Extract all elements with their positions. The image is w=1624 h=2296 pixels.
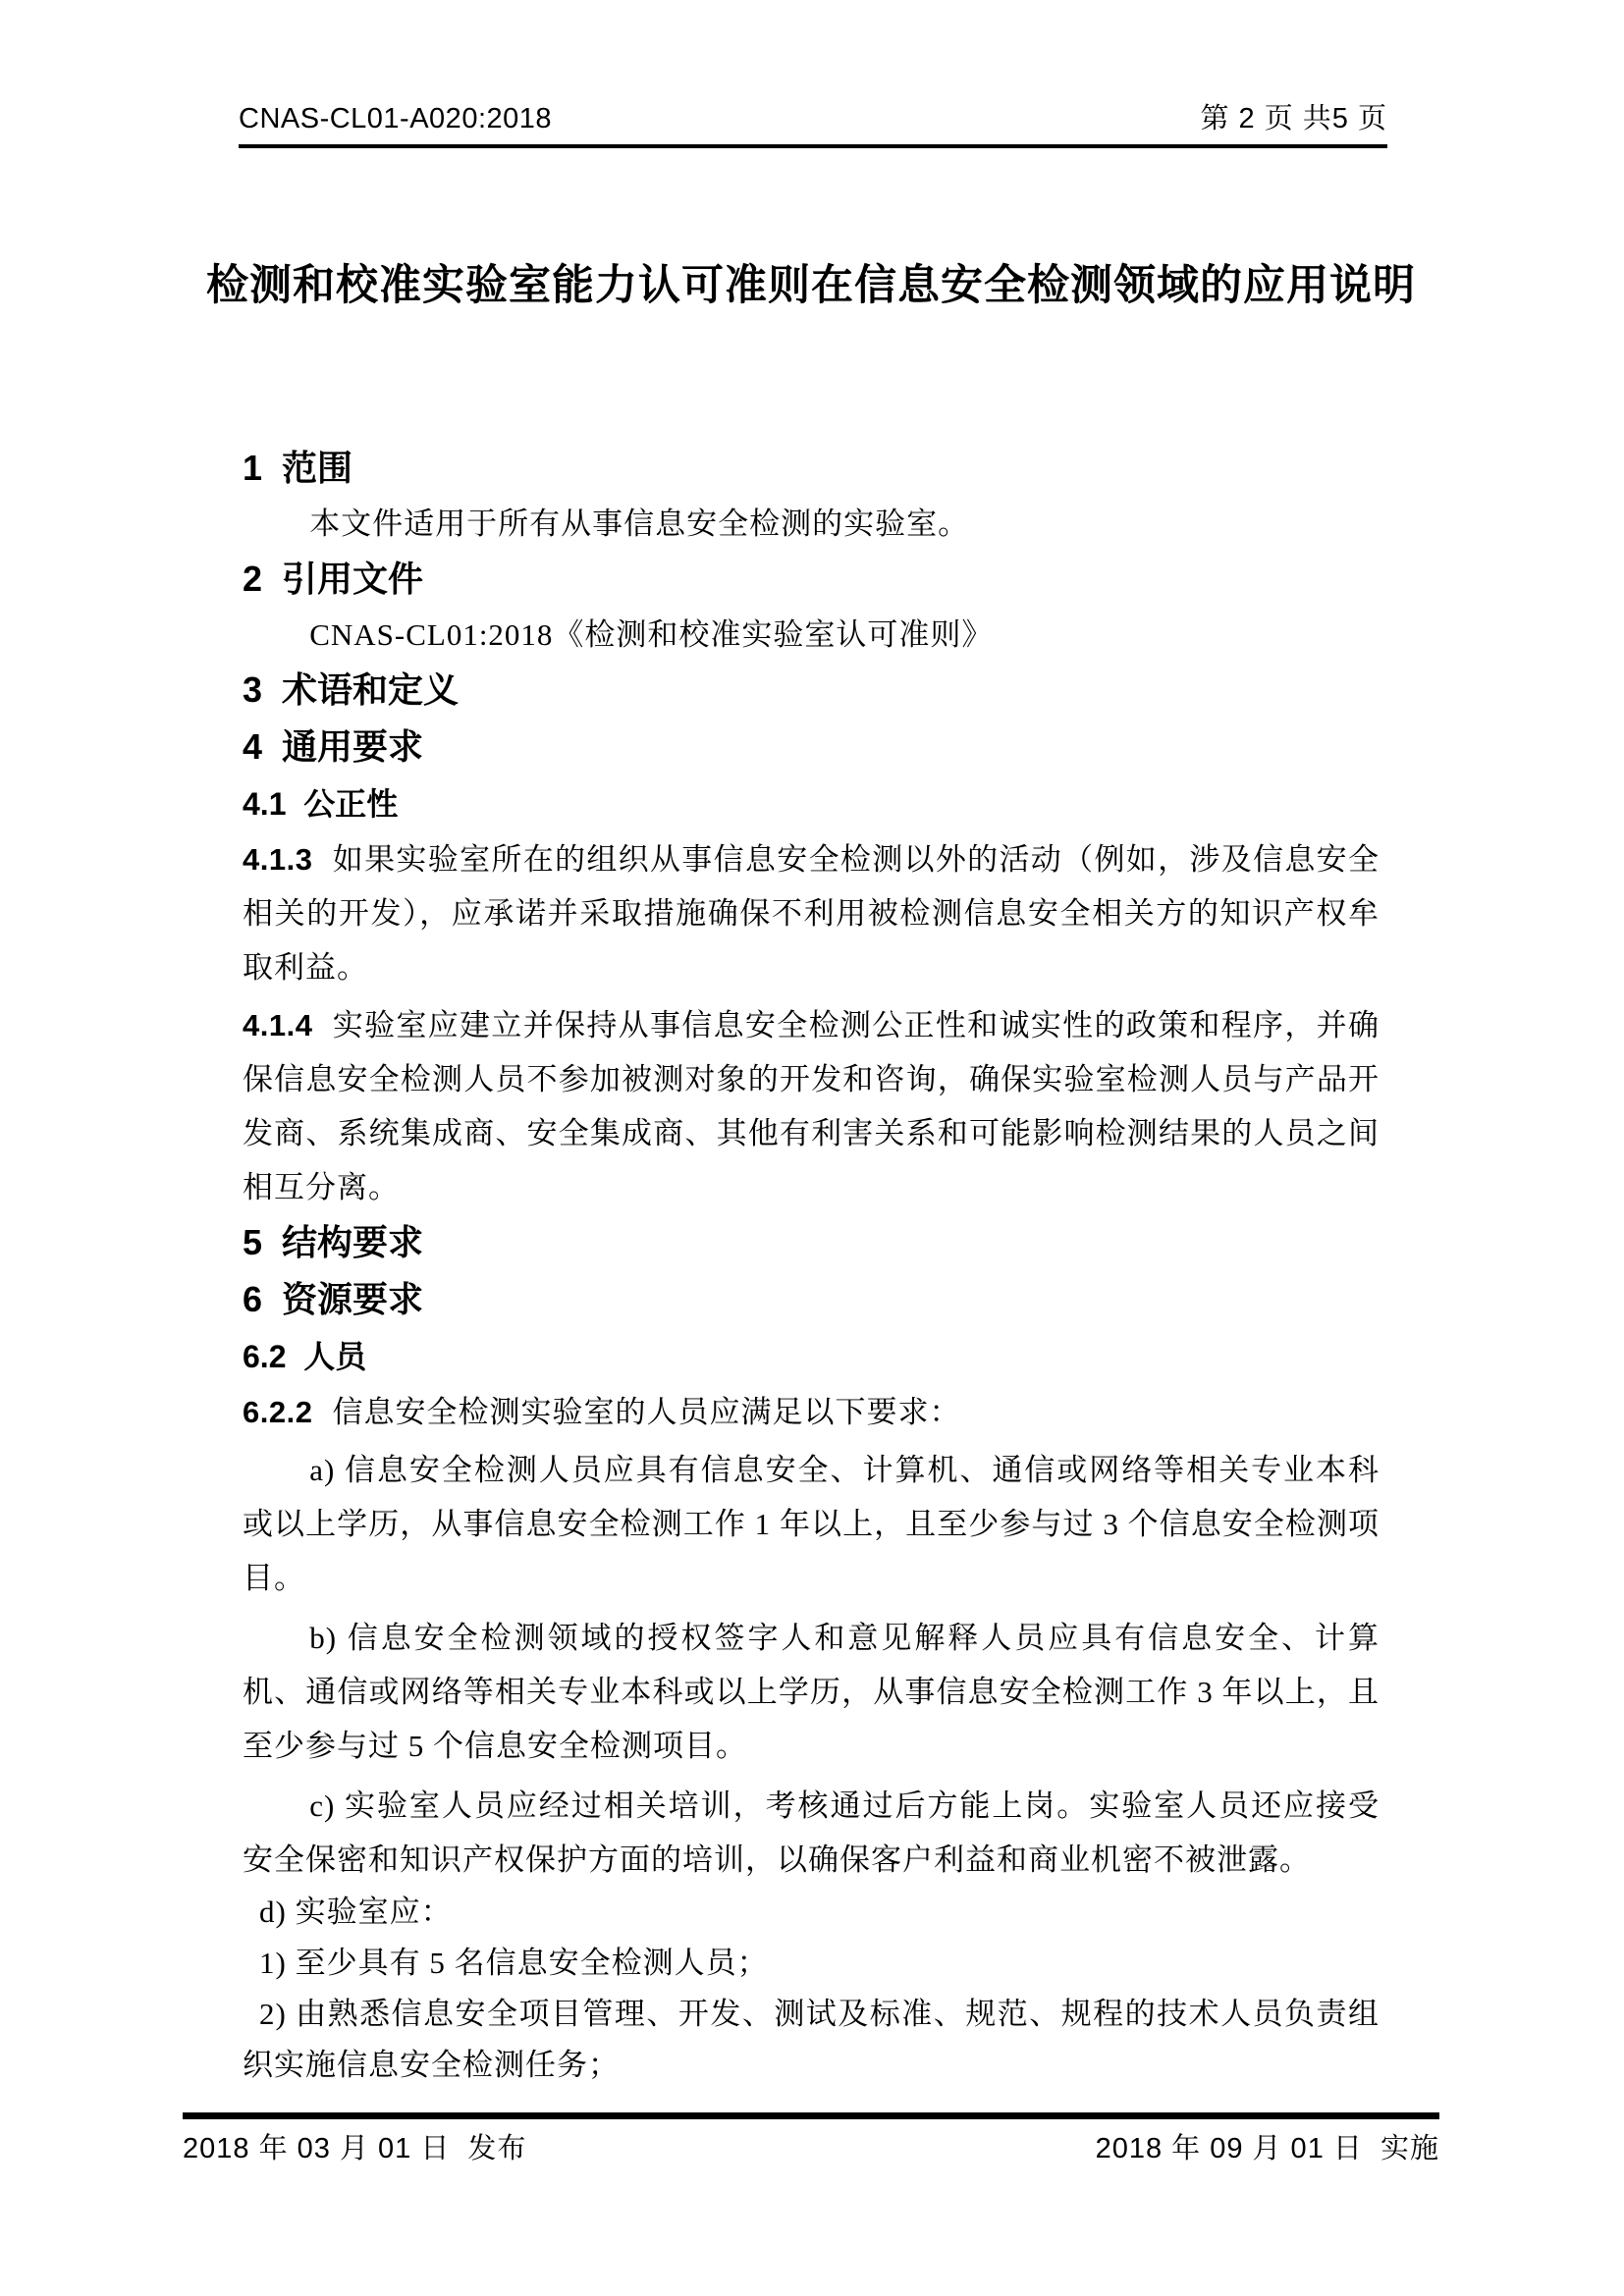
document-body	[206, 257, 1416, 2091]
implementation-date: 2018 年 09 月 01 日 实施	[1095, 2133, 1439, 2164]
document-footer	[183, 2112, 1439, 2165]
section-heading-2-references: 2 引用文件	[243, 559, 424, 599]
clause-number: 6.2.2	[243, 1395, 313, 1429]
section-heading-6-resources: 6 资源要求	[243, 1279, 424, 1319]
clause-text: 实验室应建立并保持从事信息安全检测公正性和诚实性的政策和程序，并确保信息安全检测人员不参加被测对象的开发和咨询，确保实验室检测人员与产品开发商、系统集成商、安全集成商、其他有利害关系和可能影响检测结果的人员之间相互分离。	[243, 1008, 1380, 1204]
list-item-c: c) 实验室人员应经过相关培训，考核通过后方能上岗。实验室人员还应接受安全保密和知识产权保护方面的培训，以确保客户利益和商业机密不被泄露。	[243, 1789, 1380, 1877]
clause-text: 如果实验室所在的组织从事信息安全检测以外的活动（例如，涉及信息安全相关的开发），应承诺并采取措施确保不利用被检测信息安全相关方的知识产权牟取利益。	[243, 842, 1380, 985]
clause-number: 4.1.4	[243, 1008, 313, 1042]
section-heading-3-terms: 3 术语和定义	[243, 669, 460, 710]
page-number-info: 第 2 页 共5 页	[1200, 103, 1387, 134]
paragraph-reference: CNAS-CL01:2018《检测和校准实验室认可准则》	[309, 617, 994, 652]
clause-number: 4.1.3	[243, 842, 313, 877]
clause-text: 信息安全检测实验室的人员应满足以下要求：	[332, 1395, 961, 1429]
section-heading-4-general: 4 通用要求	[243, 726, 424, 767]
list-item-a: a) 信息安全检测人员应具有信息安全、计算机、通信或网络等相关专业本科或以上学历，从事信息安全检测工作 1 年以上，且至少参与过 3 个信息安全检测项目。	[243, 1453, 1380, 1595]
document-number: CNAS-CL01-A020:2018	[239, 103, 553, 134]
paragraph-scope: 本文件适用于所有从事信息安全检测的实验室。	[309, 507, 970, 541]
subsection-heading-4-1-impartiality: 4.1 公正性	[243, 786, 399, 822]
list-item-d: d) 实验室应：	[259, 1895, 453, 1929]
list-item-2: 2) 由熟悉信息安全项目管理、开发、测试及标准、规范、规程的技术人员负责组织实施信息安全检测任务；	[243, 1997, 1380, 2082]
clause-paragraph-4-1-3	[243, 832, 1380, 994]
clause-paragraph-4-1-4	[243, 998, 1380, 1214]
publish-date: 2018 年 03 月 01 日 发布	[183, 2133, 527, 2164]
subsection-heading-6-2-personnel: 6.2 人员	[243, 1339, 367, 1374]
document-title: 检测和校准实验室能力认可准则在信息安全检测领域的应用说明	[206, 262, 1416, 309]
list-item-b: b) 信息安全检测领域的授权签字人和意见解释人员应具有信息安全、计算机、通信或网络等相关专业本科或以上学历，从事信息安全检测工作 3 年以上，且至少参与过 5 个信息安全检测项目。	[243, 1621, 1380, 1763]
list-item-1: 1) 至少具有 5 名信息安全检测人员；	[259, 1946, 769, 1980]
document-header	[239, 102, 1387, 148]
section-heading-5-structure: 5 结构要求	[243, 1222, 424, 1262]
clause-paragraph-6-2-2	[243, 1385, 1380, 1439]
section-heading-1-scope: 1 范围	[243, 448, 353, 488]
